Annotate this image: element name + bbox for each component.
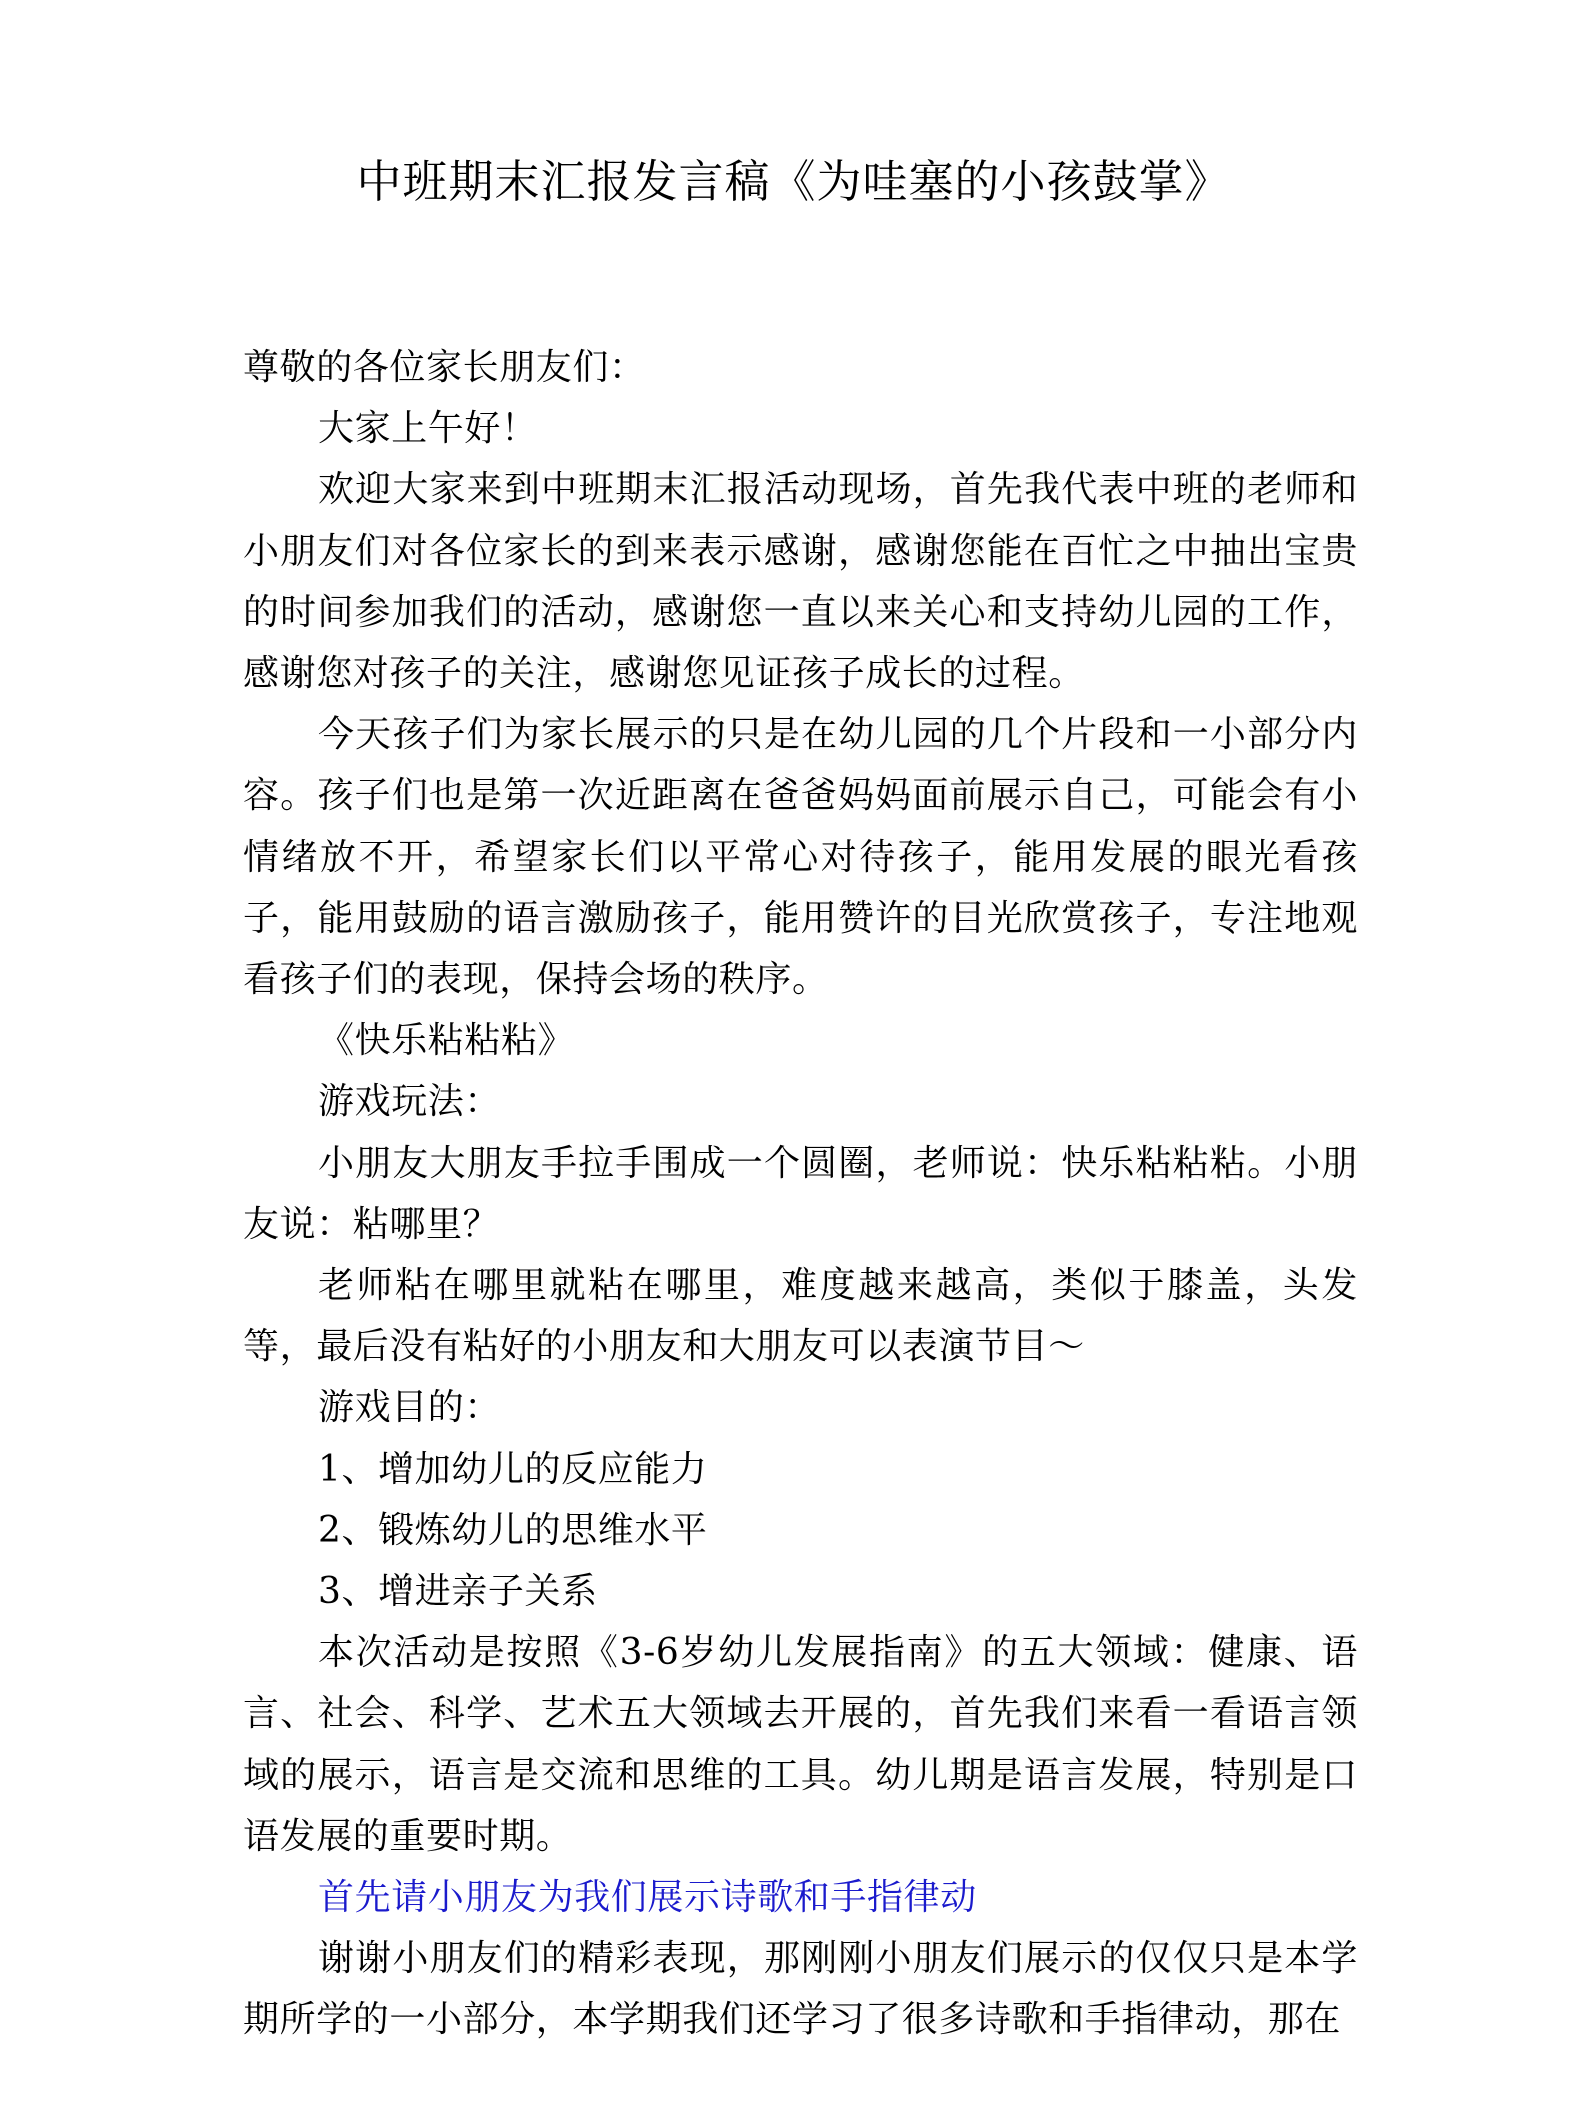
game-rules-2: 老师粘在哪里就粘在哪里，难度越来越高，类似于膝盖，头发等，最后没有粘好的小朋友和大朋友可以表演节目～ <box>243 1265 1358 1368</box>
document-title: 中班期末汇报发言稿《为哇塞的小孩鼓掌》 <box>356 155 1231 208</box>
game-rules-1: 小朋友大朋友手拉手围成一个圆圈，老师说：快乐粘粘粘。小朋友说：粘哪里？ <box>243 1142 1358 1245</box>
greeting: 大家上午好！ <box>318 408 538 450</box>
game-goals-heading: 游戏目的： <box>318 1387 502 1429</box>
game-title: 《快乐粘粘粘》 <box>318 1020 575 1062</box>
document-body <box>243 337 1358 2051</box>
game-rules-heading: 游戏玩法： <box>318 1081 502 1123</box>
salutation: 尊敬的各位家长朋友们： <box>243 347 646 388</box>
paragraph-welcome: 欢迎大家来到中班期末汇报活动现场，首先我代表中班的老师和小朋友们对各位家长的到来表示感谢，感谢您能在百忙之中抽出宝贵的时间参加我们的活动，感谢您一直以来关心和支持幼儿园的工作，感谢您对孩子的关注，感谢您见证孩子成长的过程。 <box>243 469 1358 695</box>
paragraph-thanks: 谢谢小朋友们的精彩表现，那刚刚小朋友们展示的仅仅只是本学期所学的一小部分，本学期我们还学习了很多诗歌和手指律动，那在 <box>243 1938 1358 2041</box>
game-goal-item-3: 3、增进亲子关系 <box>318 1571 598 1613</box>
cue-poetry-performance: 首先请小朋友为我们展示诗歌和手指律动 <box>318 1877 977 1919</box>
paragraph-activity-domains: 本次活动是按照《3-6岁幼儿发展指南》的五大领域：健康、语言、社会、科学、艺术五大领域去开展的，首先我们来看一看语言领域的展示，语言是交流和思维的工具。幼儿期是语言发展，特别是口语发展的重要时期。 <box>243 1632 1358 1857</box>
paragraph-today: 今天孩子们为家长展示的只是在幼儿园的几个片段和一小部分内容。孩子们也是第一次近距离在爸爸妈妈面前展示自己，可能会有小情绪放不开，希望家长们以平常心对待孩子，能用发展的眼光看孩子，能用鼓励的语言激励孩子，能用赞许的目光欣赏孩子，专注地观看孩子们的表现，保持会场的秩序。 <box>243 714 1358 1001</box>
game-goal-item-2: 2、锻炼幼儿的思维水平 <box>318 1509 708 1551</box>
game-goal-item-1: 1、增加幼儿的反应能力 <box>318 1448 708 1490</box>
